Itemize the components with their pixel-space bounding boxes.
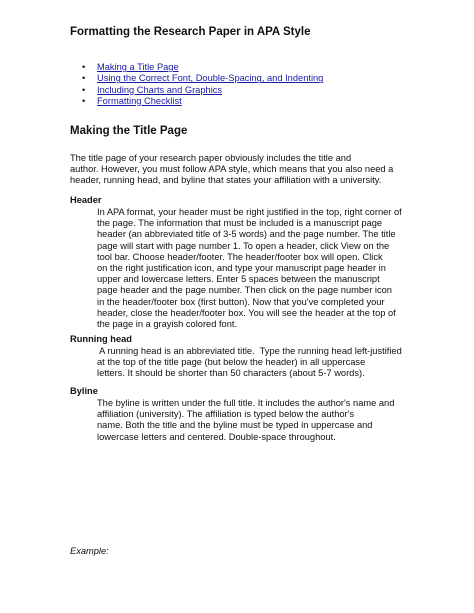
text-line: in the header/footer box (first button). Now that you've completed your [97, 296, 385, 307]
toc-link-checklist[interactable]: Formatting Checklist [97, 95, 182, 106]
header-heading: Header [70, 195, 102, 205]
byline-paragraph [97, 398, 402, 443]
text-line: lowercase letters and centered. Double-space throughout. [97, 431, 336, 442]
text-line: author. However, you must follow APA style, which means that you also need a [70, 164, 394, 175]
toc-link-title-page[interactable]: Making a Title Page [97, 62, 179, 72]
text-line: page header and the page number. Then click on the page number icon [97, 285, 392, 296]
running-head-heading: Running head [70, 334, 132, 344]
text-line: header (an abbreviated title of 3-5 words) and the page number. The title [97, 229, 396, 240]
text-line: In APA format, your header must be right justified in the top, right corner of [97, 207, 402, 217]
text-line: A running head is an abbreviated title. Type the running head left-justified [97, 346, 402, 356]
example-label: Example: [70, 546, 109, 556]
bullet-icon: • [82, 73, 86, 84]
text-line: name. Both the title and the byline must be typed in uppercase and [97, 420, 373, 431]
text-line: The byline is written under the full title. It includes the author's name and [97, 398, 395, 408]
intro-paragraph [70, 153, 415, 187]
byline-heading: Byline [70, 386, 98, 396]
text-line: at the top of the title page (but below the header) in all uppercase [97, 357, 366, 368]
bullet-icon: • [82, 84, 86, 95]
section-title: Making the Title Page [70, 125, 188, 137]
bullet-icon: • [82, 95, 86, 106]
header-paragraph [97, 207, 402, 330]
text-line: upper and lowercase letters. Enter 5 spaces between the manuscript [97, 274, 380, 285]
text-line: the page. The information that must be included is a manuscript page [97, 218, 383, 229]
text-line: header, running head, and byline that states your affiliation with a university. [70, 175, 382, 186]
toc-item [82, 96, 323, 107]
text-line: The title page of your research paper obviously includes the title and [70, 153, 352, 163]
text-line: header, close the header/footer box. You will see the header at the top of [97, 307, 396, 318]
text-line: the page in a grayish colored font. [97, 319, 238, 330]
text-line: affiliation (university). The affiliation is typed below the author's [97, 409, 355, 420]
text-line: letters. It should be shorter than 50 characters (about 5-7 words). [97, 368, 365, 379]
toc-link-charts[interactable]: Including Charts and Graphics [97, 84, 223, 95]
document-title: Formatting the Research Paper in APA Style [70, 26, 311, 38]
running-head-paragraph [97, 346, 402, 380]
toc-item [82, 73, 323, 84]
toc-item [82, 85, 323, 96]
toc-link-font-spacing[interactable]: Using the Correct Font, Double-Spacing, and Indenting [97, 73, 324, 84]
text-line: tool bar. Choose header/footer. The header/footer box will open. Click [97, 251, 383, 262]
bullet-icon: • [82, 62, 86, 72]
text-line: on the right justification icon, and type your manuscript page header in [97, 263, 386, 274]
text-line: page will start with page number 1. To open a header, click View on the [97, 240, 390, 251]
table-of-contents [82, 62, 323, 107]
toc-item [82, 62, 323, 73]
